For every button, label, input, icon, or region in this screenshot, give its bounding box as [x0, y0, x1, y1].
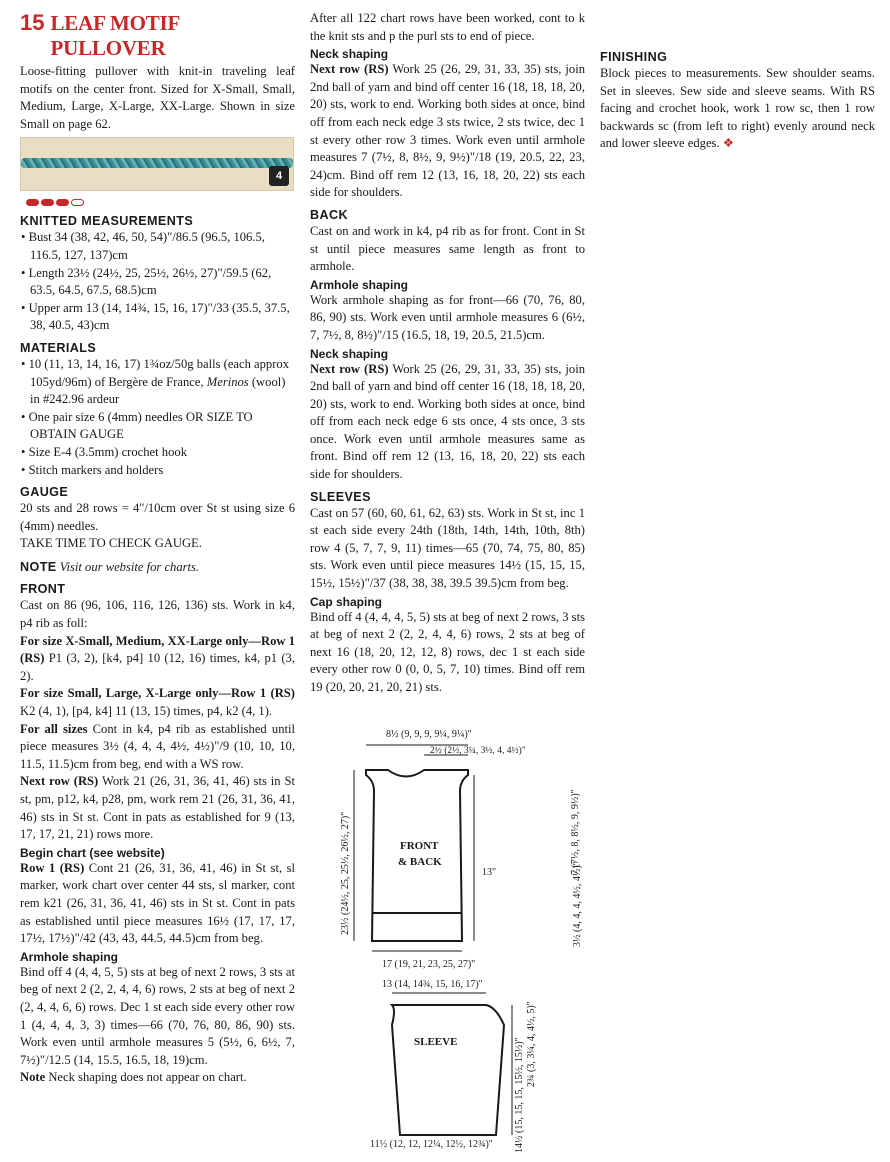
front-armhole-heading: Armhole shaping — [20, 949, 119, 964]
yarn-swatch-image — [20, 137, 294, 191]
sleeves-heading: SLEEVES — [310, 489, 371, 504]
front-chart-row1: Row 1 (RS) Cont 21 (26, 31, 36, 41, 46) in St st, sl marker, work chart over center 44 sts, sl marker, cont rem k21 (26, 31, 36, 41, 46) sts in St st. Cont in pats as established until piece measures 16½ (17, 17, 17, 17½, 17½)"/42 (43, 43, 44.5, 44.5)cm from beg. — [20, 860, 295, 946]
front-neck-heading: Neck shaping — [310, 47, 389, 62]
sleeves-text: Cast on 57 (60, 60, 61, 62, 63) sts. Work in St st, inc 1 st each side every 24th (18th, 14th, 14th, 10th, 8th) row 4 (5, 7, 7, 9, 11) times—65 (70, 74, 75, 80, 85) sts. Work even until piece measures 14½ (15, 15, 15, 15½, 15½)"/37 (38, 38, 38, 39.5 39.5)cm from beg. — [310, 505, 585, 591]
page-title — [20, 10, 295, 61]
front-neck-note: Note Neck shaping does not appear on chart. — [20, 1070, 247, 1085]
measurements-list — [20, 229, 295, 335]
sleeve-label: SLEEVE — [414, 1036, 458, 1048]
gauge-heading: GAUGE — [20, 485, 69, 500]
dim-center: 13" — [482, 867, 497, 878]
materials-heading: MATERIALS — [20, 340, 97, 355]
pattern-name: LEAF MOTIF PULLOVER — [50, 11, 180, 60]
skill-level-icon — [26, 199, 295, 206]
cap-text: Bind off 4 (4, 4, 4, 5, 5) sts at beg of next 2 rows, 3 sts at beg of next 2 (2, 2, 4, 4, 6) rows, 2 sts at beg of next 16 (18, 20, 12, 12, 8) rows, dec 1 st each side every other row 0 (0, 0, 5, 7, 10) times. Bind off rem 19 (20, 20, 21, 20, 21) sts. — [310, 609, 585, 694]
material-item: • One pair size 6 (4mm) needles OR SIZE TO OBTAIN GAUGE — [20, 409, 295, 444]
dim-sleeve-length: 14½ (15, 15, 15, 15½, 15½)" — [514, 1037, 525, 1153]
dim-bottom-width: 17 (19, 21, 23, 25, 27)" — [382, 959, 476, 970]
gauge-check: TAKE TIME TO CHECK GAUGE. — [20, 536, 202, 551]
front-row1-xs: For size X-Small, Medium, XX-Large only—Row 1 (RS) P1 (3, 2), [k4, p4] 10 (12, 16) times, k4, p1 (3, 2). — [20, 633, 295, 683]
material-item: • Stitch markers and holders — [20, 462, 295, 480]
skill-level-pip — [26, 199, 39, 206]
chart-heading: Begin chart (see website) — [20, 845, 165, 860]
front-chart-complete: After all 122 chart rows have been worked, cont to k the knit sts and p the purl sts to end of piece. — [310, 11, 585, 43]
finishing-text: Block pieces to measurements. Sew shoulder seams. Set in sleeves. Sew side and sleeve seams. With RS facing and crochet hook, work 1 row sc, then 1 row backwards sc (from left to right) evenly around neck and lower sleeve edges. ❖ — [600, 66, 875, 151]
materials-list — [20, 356, 295, 479]
finishing-heading: FINISHING — [600, 50, 668, 64]
body-label-back: & BACK — [398, 856, 442, 868]
dim-armhole: 7 (7½, 8, 8½, 9, 9½)" — [570, 789, 581, 875]
schematic-diagram — [300, 715, 590, 1155]
dim-cuff: 11½ (12, 12, 12¼, 12½, 12¾)" — [370, 1139, 493, 1150]
measurement-item: • Upper arm 13 (14, 14¾, 15, 16, 17)"/33 (35.5, 37.5, 38, 40.5, 43)cm — [20, 300, 295, 335]
gauge-text: 20 sts and 28 rows = 4"/10cm over St st using size 6 (4mm) needles. — [20, 501, 295, 533]
dim-cap-height: 2¾ (3, 3¼, 4, 4½, 5)" — [526, 1001, 537, 1087]
material-item: • 10 (11, 13, 14, 16, 17) 1¾oz/50g balls (each approx 105yd/96m) of Bergère de France, Merinos (wool) in #242.96 ardeur — [20, 356, 295, 409]
dim-upper-arm: 13 (14, 14¾, 15, 16, 17)" — [382, 979, 483, 990]
front-neck-text: Next row (RS) Work 25 (26, 29, 31, 33, 35) sts, join 2nd ball of yarn and bind off center 16 (18, 18, 18, 20, 20) sts, work to end. Working both sides at once, bind off from each neck edge 3 sts twice, 2 sts twice, dec 1 st every other row 3 times. Work even until armhole measures 7 (7½, 8, 8½, 9, 9½)"/18 (19, 20.5, 22, 23, 24)cm. Bind off rem 12 (13, 16, 18, 20, 22) sts each side for shoulders. — [310, 62, 586, 200]
skill-level-pip — [71, 199, 84, 206]
pattern-number: 15 — [20, 10, 45, 35]
skill-level-pip — [56, 199, 69, 206]
column-right — [600, 10, 875, 153]
back-neck-text: Next row (RS) Work 25 (26, 29, 31, 33, 35) sts, join 2nd ball of yarn and bind off center 16 (18, 18, 18, 20, 20) sts, work to end. Working both sides at once, bind off from each neck edge 6 sts once, 4 sts once, 3 sts once. Work even until armhole measures same as front. Bind off rem 12 (13, 16, 18, 20, 22) sts each side for shoulders. — [310, 361, 586, 482]
front-heading: FRONT — [20, 582, 66, 597]
dim-shoulder: 2½ (2½, 3¼, 3½, 4, 4½)" — [430, 746, 526, 756]
skill-level-pip — [41, 199, 54, 206]
measurement-item: • Bust 34 (38, 42, 46, 50, 54)"/86.5 (96.5, 106.5, 116.5, 127, 137)cm — [20, 229, 295, 264]
back-neck-heading: Neck shaping — [310, 346, 389, 361]
back-heading: BACK — [310, 207, 348, 222]
column-middle — [310, 10, 585, 697]
front-row1-s: For size Small, Large, X-Large only—Row 1 (RS) K2 (4, 1), [p4, k4] 11 (13, 15) times, p4, k2 (4, 1). — [20, 686, 295, 719]
yarn-weight-icon: 4 — [269, 166, 289, 186]
back-armhole-heading: Armhole shaping — [310, 277, 409, 292]
dim-length: 23½ (24½, 25, 25½, 26½, 27)" — [340, 811, 351, 935]
yarn-strand — [21, 158, 293, 168]
material-item: • Size E-4 (3.5mm) crochet hook — [20, 444, 295, 462]
sleeve-outline — [392, 1005, 504, 1135]
dim-top-width: 8½ (9, 9, 9, 9¼, 9¼)" — [386, 729, 472, 740]
front-armhole-text: Bind off 4 (4, 4, 5, 5) sts at beg of next 2 rows, 3 sts at beg of next 2 (2, 2, 4, 4, 6) rows, 2 sts at beg of next 2 (2, 4, 4, 6, 6) rows. Dec 1 st each side every other row 1 (4, 4, 4, 3, 3) times—66 (70, 76, 80, 86, 90) sts. Work even until armhole measures 5 (5½, 6, 6½, 7, 7½)"/12.5 (14, 15.5, 16.5, 18, 19)cm. — [20, 964, 295, 1067]
end-mark-icon: ❖ — [722, 136, 735, 151]
front-cast-on: Cast on 86 (96, 106, 116, 126, 136) sts. Work in k4, p4 rib as foll: — [20, 598, 295, 631]
cap-heading: Cap shaping — [310, 594, 383, 609]
column-left — [20, 10, 295, 1087]
back-armhole-text: Work armhole shaping as for front—66 (70, 76, 80, 86, 90) sts. Work even until armhole measures 6 (6½, 7, 7½, 8, 8½)"/15 (16.5, 18, 19, 20.5, 21.5)cm. — [310, 292, 585, 342]
dim-rib: 3½ (4, 4, 4, 4½, 4½)" — [572, 861, 583, 947]
back-text: Cast on and work in k4, p4 rib as for front. Cont in St st until piece measures same length as front to armhole. — [310, 223, 585, 274]
measurement-item: • Length 23½ (24½, 25, 25½, 26½, 27)"/59.5 (62, 63.5, 64.5, 67.5, 68.5)cm — [20, 265, 295, 300]
body-label-front: FRONT — [400, 840, 439, 852]
measurements-heading: KNITTED MEASUREMENTS — [20, 214, 194, 229]
website-note: NOTE Visit our website for charts. — [20, 559, 200, 574]
front-all-sizes: For all sizes Cont in k4, p4 rib as established until piece measures 3½ (4, 4, 4, 4½, 4½)"/9 (10, 10, 10, 11.5, 11.5)cm from beg, end with a WS row. — [20, 721, 295, 771]
front-next-row: Next row (RS) Work 21 (26, 31, 36, 41, 46) sts in St st, pm, p12, k4, p28, pm, work rem 21 (26, 31, 36, 41, 46) sts in St st. Cont in pats as established for 9 (13, 17, 17, 21, 21) rows more. — [20, 774, 295, 842]
intro-text: Loose-fitting pullover with knit-in traveling leaf motifs on the center front. Sized for X-Small, Small, Medium, Large, X-Large, XX-Large. Shown in size Small on page 62. — [20, 64, 295, 131]
